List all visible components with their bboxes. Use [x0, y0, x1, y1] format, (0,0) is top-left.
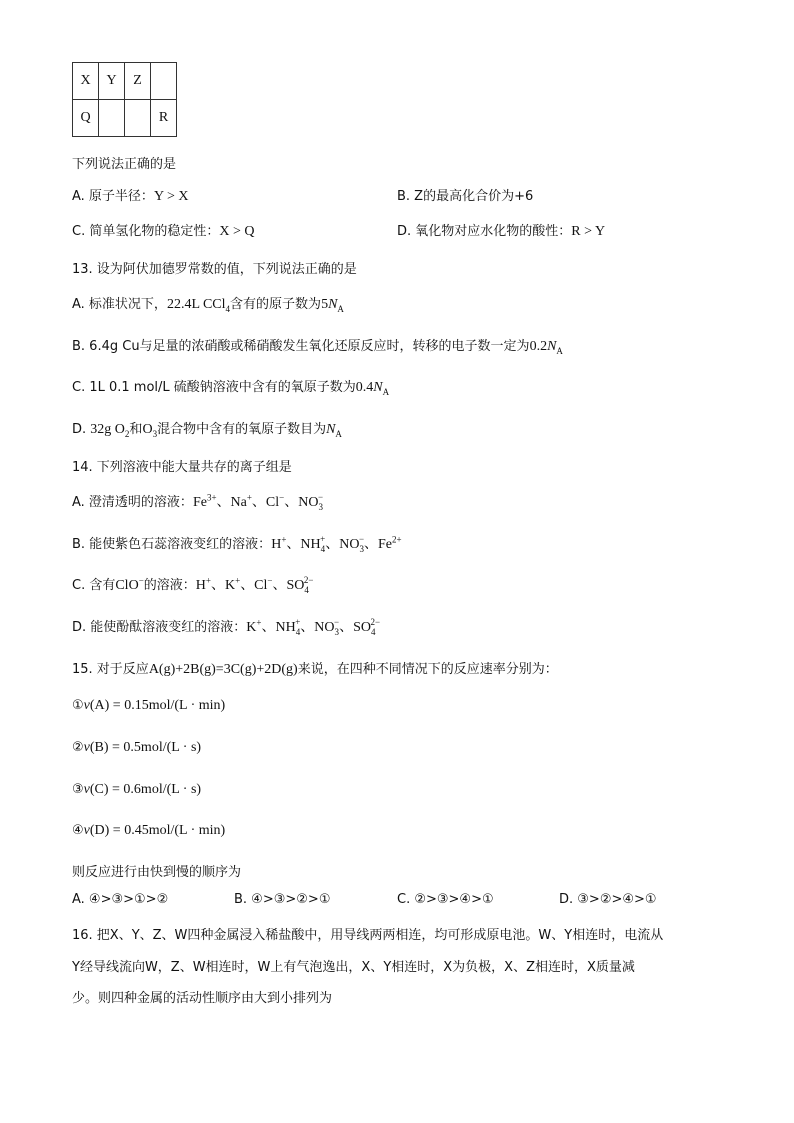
q13-formula: $N_A$	[326, 422, 342, 439]
q12-option-c-expr: X > Q	[219, 224, 255, 239]
q15-rate-marker: ①	[72, 698, 84, 713]
q16-line-3: 少。则四种金属的活动性顺序由大到小排列为	[72, 991, 333, 1006]
table-row	[73, 100, 177, 137]
table-cell: R	[151, 100, 177, 137]
q12-option-d-expr: R > Y	[571, 224, 606, 239]
q14-option-d-text: D. 能使酚酞溶液变红的溶液：	[72, 620, 247, 635]
q13-formula: 32g $O_2$	[90, 422, 130, 439]
q15-rate-marker: ③	[72, 782, 84, 797]
q15-option-b: B. ④>③>②>①	[234, 892, 331, 907]
q13-option-a-text2: 含有的原子数为	[230, 297, 322, 312]
table-cell	[99, 100, 125, 137]
q15-rate-4	[72, 823, 225, 839]
q15-option-d: D. ③>②>④>①	[559, 892, 657, 907]
q14-option-c-text: C. 含有	[72, 578, 116, 593]
q15-stem-text2: 来说，在四种不同情况下的反应速率分别为：	[297, 662, 558, 677]
element-table	[72, 62, 177, 137]
q14-option-d	[72, 616, 380, 636]
q14-ions: $Fe^{3+}$、Na+、Cl−、$NO_3^-$	[192, 492, 324, 512]
q14-stem: 14. 下列溶液中能大量共存的离子组是	[72, 460, 292, 475]
table-cell	[151, 63, 177, 100]
q15-rate-expr: v(D) = 0.45mol/(L · min)	[83, 823, 226, 838]
q15-order-stem: 则反应进行由快到慢的顺序为	[72, 865, 242, 880]
q15-rate-marker: ②	[72, 740, 84, 755]
q13-formula: $0.2N_A$	[529, 339, 563, 356]
q12-option-a-label: A. 原子半径：	[72, 189, 154, 204]
q15-rate-expr: v(A) = 0.15mol/(L · min)	[83, 698, 226, 713]
q13-option-d-text: D.	[72, 422, 87, 437]
q15-rate-expr: v(B) = 0.5mol/(L · s)	[83, 740, 202, 755]
q15-option-a: A. ④>③>①>②	[72, 892, 169, 907]
q13-formula: $5N_A$	[321, 297, 344, 314]
q13-option-a-text: A. 标准状况下，	[72, 297, 167, 312]
q13-option-c	[72, 376, 389, 396]
table-cell: Y	[99, 63, 125, 100]
q15-rate-marker: ④	[72, 823, 84, 838]
q13-formula: 22.4L CCl$_4$	[166, 297, 231, 314]
q12-stem: 下列说法正确的是	[72, 157, 177, 172]
table-cell: X	[73, 63, 99, 100]
q14-option-b-text: B. 能使紫色石蕊溶液变红的溶液：	[72, 537, 272, 552]
q13-option-a	[72, 293, 344, 313]
q15-rate-3	[72, 782, 201, 798]
q12-option-d	[397, 220, 605, 240]
q13-formula: $0.4N_A$	[355, 380, 390, 397]
q13-option-d	[72, 418, 342, 438]
q14-option-b	[72, 533, 402, 553]
q15-stem	[72, 658, 558, 678]
q15-option-c: C. ②>③>④>①	[397, 892, 494, 907]
q13-option-c-text: C. 1L 0.1 mol/L 硫酸钠溶液中含有的氧原子数为	[72, 380, 356, 395]
q14-ions: K+、$NH_4^+$、$NO_3^-$、$SO_4^{2-}$	[246, 617, 381, 637]
q14-ions: H+、$NH_4^+$、$NO_3^-$、$Fe^{2+}$	[271, 534, 402, 554]
q12-option-a	[72, 185, 189, 205]
q12-option-a-expr: Y > X	[153, 189, 189, 204]
q14-option-a	[72, 491, 323, 511]
table-row	[73, 63, 177, 100]
q16-line-2: Y经导线流向W，Z、W相连时，W上有气泡逸出，X、Y相连时，X为负极，X、Z相连时，X质量减	[72, 960, 635, 975]
q14-option-c-text2: 的溶液：	[143, 578, 196, 593]
q15-rate-expr: v(C) = 0.6mol/(L · s)	[83, 782, 202, 797]
q13-formula: $O_3$	[142, 422, 158, 439]
q13-stem: 13. 设为阿伏加德罗常数的值，下列说法正确的是	[72, 262, 357, 277]
q13-option-d-text3: 混合物中含有的氧原子数目为	[157, 422, 327, 437]
q14-option-c	[72, 574, 313, 594]
q12-option-c-label: C. 简单氢化物的稳定性：	[72, 224, 220, 239]
q14-ions: H+、K+、Cl−、$SO_4^{2-}$	[195, 575, 314, 595]
q16-line-1: 16. 把X、Y、Z、W四种金属浸入稀盐酸中，用导线两两相连，均可形成原电池。W、Y相连时，电流从	[72, 928, 664, 943]
q14-ions: ClO−	[115, 575, 144, 593]
q15-equation: A(g)+2B(g)=3C(g)+2D(g)	[148, 662, 298, 677]
table-cell: Z	[125, 63, 151, 100]
q13-option-b-text: B. 6.4g Cu与足量的浓硝酸或稀硝酸发生氧化还原反应时，转移的电子数一定为	[72, 339, 530, 354]
q14-option-a-text: A. 澄清透明的溶液：	[72, 495, 193, 510]
q12-option-b: B. Z的最高化合价为+6	[397, 189, 534, 204]
q15-stem-text: 15. 对于反应	[72, 662, 149, 677]
table-cell: Q	[73, 100, 99, 137]
table-cell	[125, 100, 151, 137]
q15-rate-2	[72, 740, 201, 756]
q15-rate-1	[72, 698, 225, 714]
q13-option-b	[72, 335, 563, 355]
q13-option-d-text2: 和	[129, 422, 143, 437]
q12-option-c	[72, 220, 254, 240]
q12-option-d-label: D. 氧化物对应水化物的酸性：	[397, 224, 572, 239]
